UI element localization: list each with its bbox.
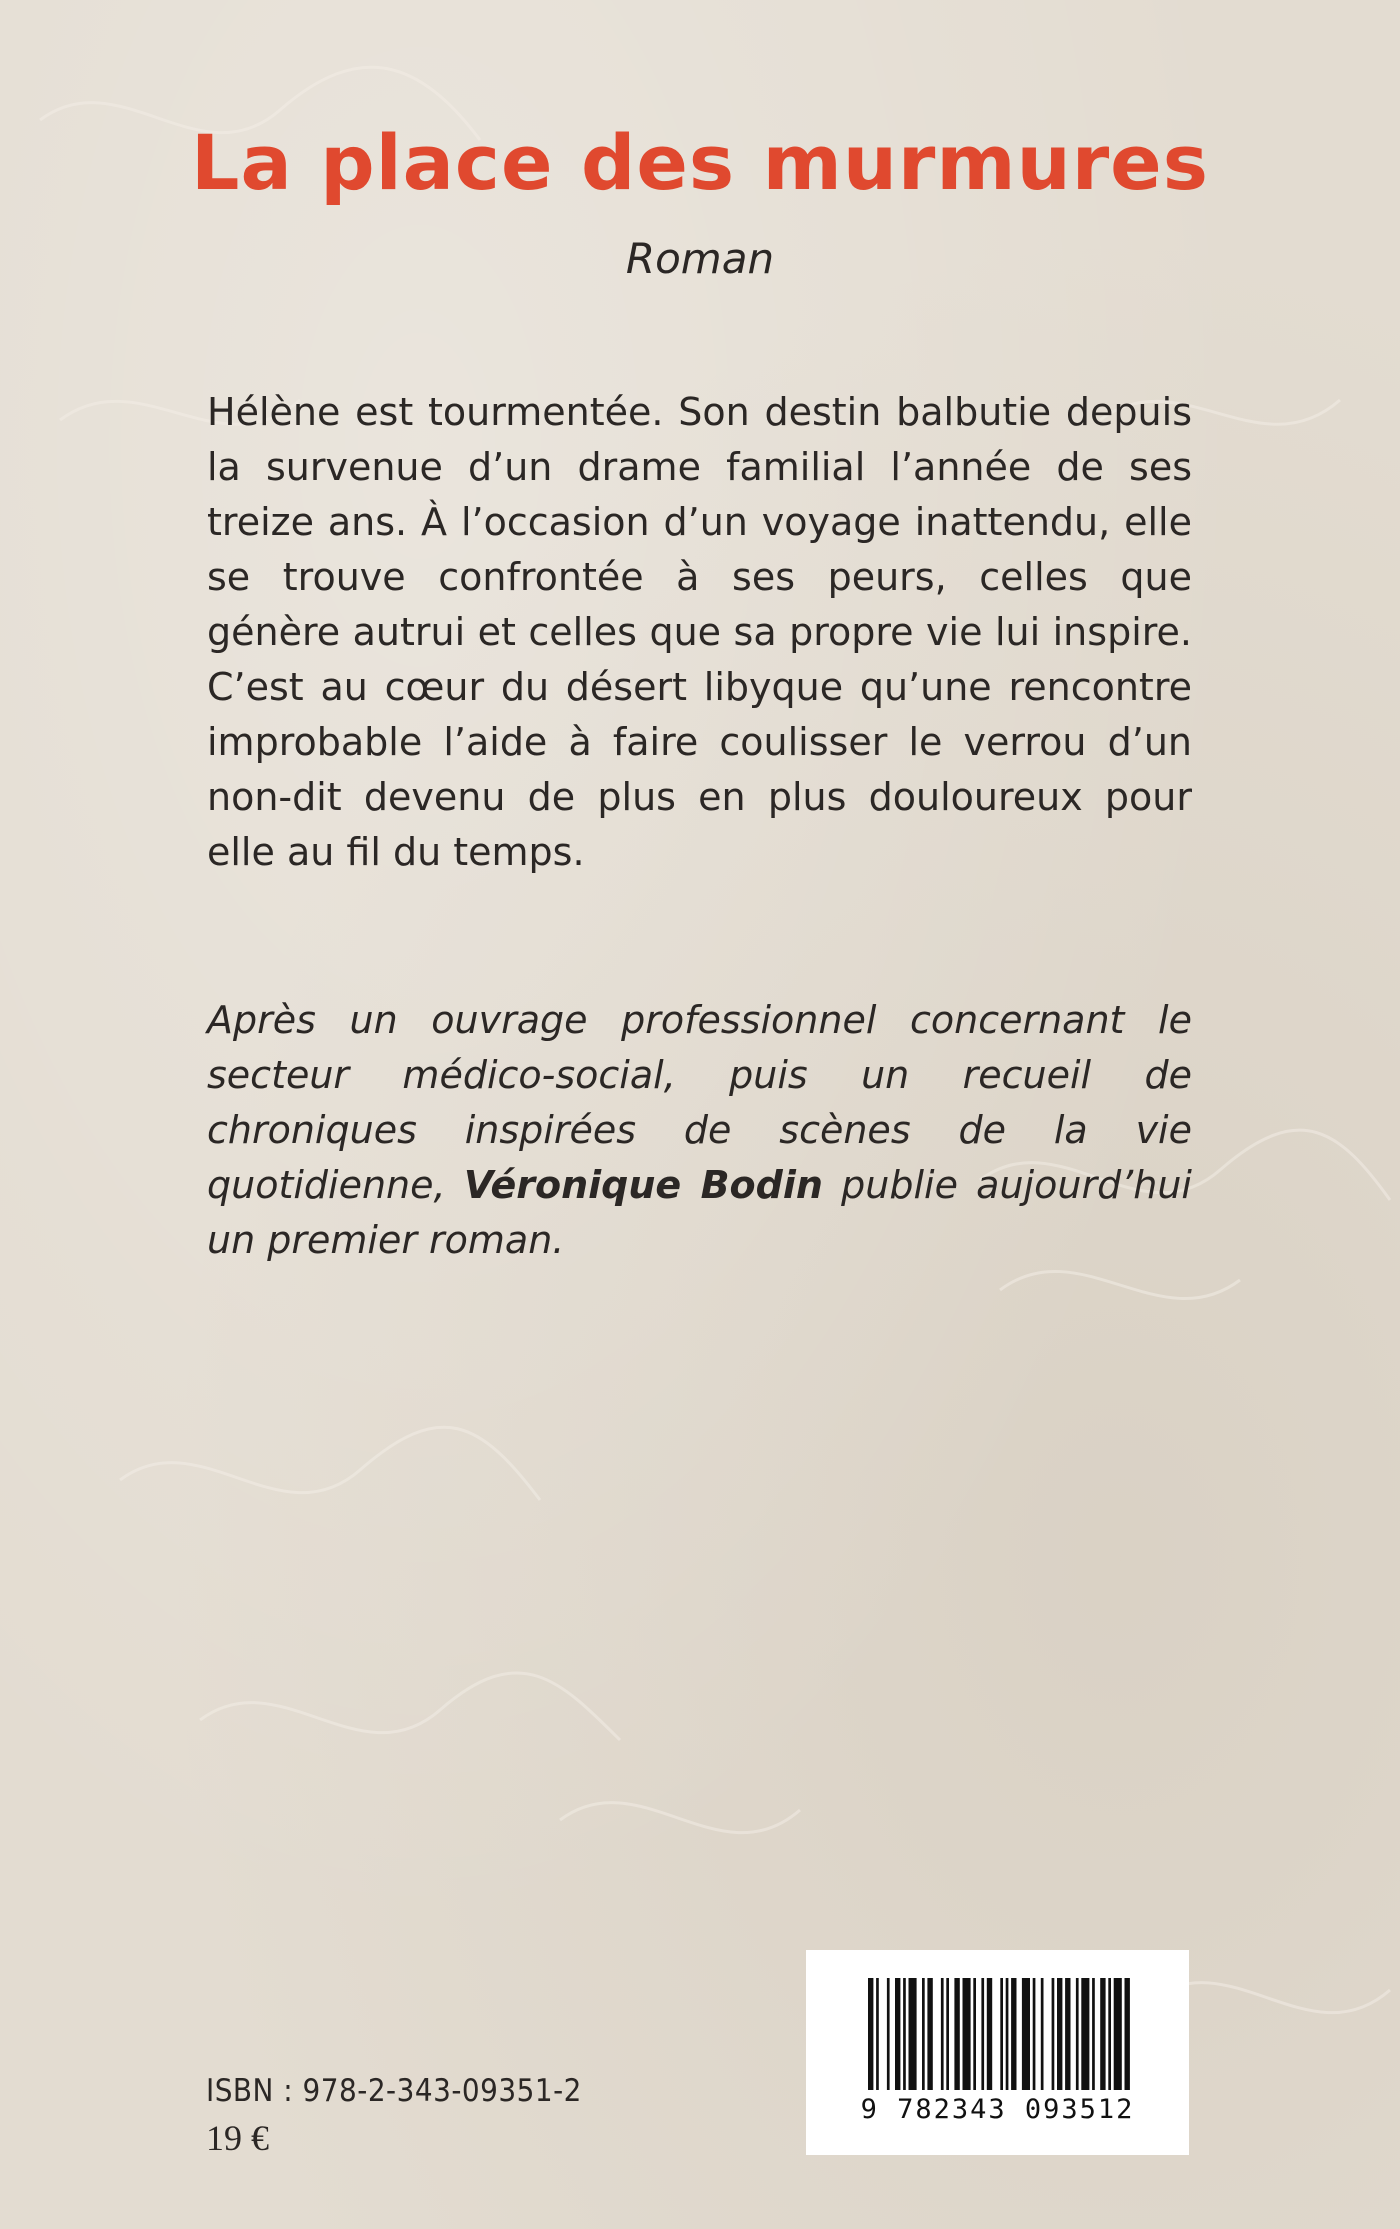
barcode-bar (1022, 1978, 1030, 2090)
barcode-bar (876, 1978, 879, 2090)
barcode-bar (1114, 1978, 1122, 2090)
barcode-bar (927, 1978, 932, 2090)
barcode-bar (1108, 1978, 1111, 2090)
barcode-bar (887, 1978, 890, 2090)
barcode-bar (981, 1978, 984, 2090)
barcode-bar (1076, 1978, 1079, 2090)
barcode-bar (903, 1978, 906, 2090)
price-text: 19 € (206, 2118, 269, 2158)
isbn-text: ISBN : 978-2-343-09351-2 (206, 2073, 582, 2109)
barcode-bar (1092, 1978, 1095, 2090)
barcode-bar (1033, 1978, 1036, 2090)
barcode-bar (868, 1978, 873, 2090)
book-blurb: Hélène est tourmentée. Son destin balbutie depuis la survenue d’un drame familial l’année de ses treize ans. À l’occasion d’un voyage inattendu, elle se trouve confrontée à ses peurs, celles que génère autrui et celles que sa propre vie lui inspire. C’est au cœur du désert libyque qu’une rencontre improbable l’aide à faire coulisser le verrou d’un non-dit devenu de plus en plus douloureux pour elle au fil du temps. (207, 390, 1192, 874)
barcode-bar (963, 1978, 971, 2090)
barcode-bar (1011, 1978, 1016, 2090)
book-genre: Roman (625, 234, 775, 283)
barcode-bar (1057, 1978, 1062, 2090)
barcode-bar (954, 1978, 959, 2090)
barcode-bar (987, 1978, 992, 2090)
book-title: La place des murmures (191, 118, 1209, 207)
barcode-bar (1065, 1978, 1070, 2090)
barcode-bar (1052, 1978, 1055, 2090)
author-bio-outro: publie aujourd’hui un premier roman. (207, 1163, 1192, 1262)
barcode-bar (1006, 1978, 1009, 2090)
barcode-bar (946, 1978, 949, 2090)
barcode-bar (973, 1978, 976, 2090)
author-bio-intro: Après un ouvrage professionnel concernant le secteur médico-social, puis un recueil de chroniques inspirées de scènes de la vie quotidienne, (207, 998, 1192, 1207)
barcode-bar (1081, 1978, 1089, 2090)
barcode-bar (941, 1978, 944, 2090)
barcode-bar (1125, 1978, 1130, 2090)
barcode-bar (1041, 1978, 1044, 2090)
barcode-bar (1000, 1978, 1003, 2090)
barcode-bar (895, 1978, 900, 2090)
barcode (806, 1950, 1189, 2155)
barcode-bar (922, 1978, 925, 2090)
barcode-digits: 9 782343 093512 (860, 2094, 1135, 2125)
author-bio (207, 993, 1192, 1268)
barcode-bar (1100, 1978, 1105, 2090)
barcode-bar (909, 1978, 917, 2090)
author-name: Véronique Bodin (463, 1163, 823, 1207)
